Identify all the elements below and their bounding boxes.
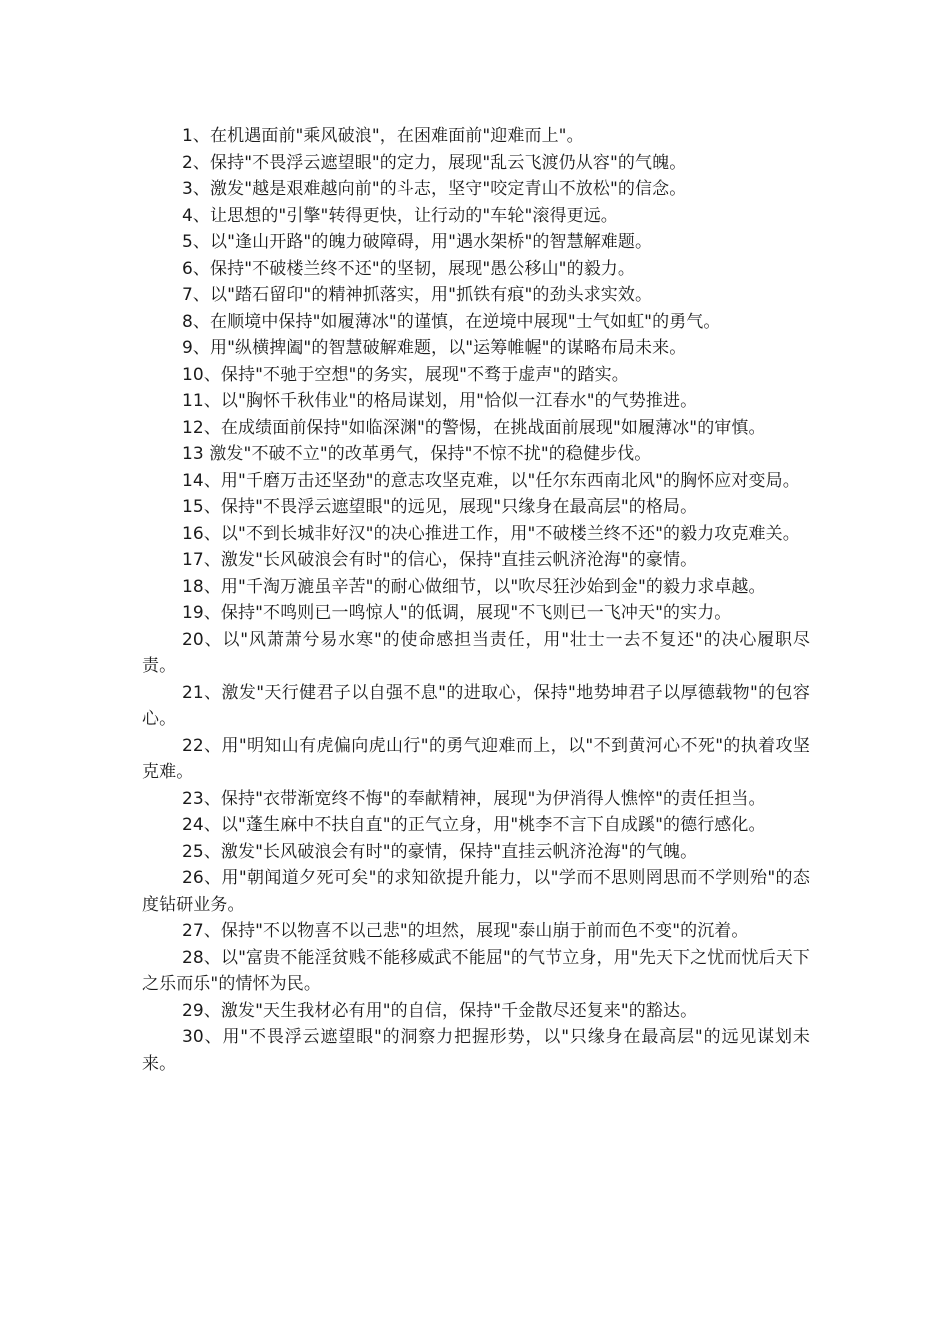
paragraph-23: 23、保持"衣带渐宽终不悔"的奉献精神，展现"为伊消得人憔悴"的责任担当。 [182, 788, 766, 809]
paragraph-15: 15、保持"不畏浮云遮望眼"的远见，展现"只缘身在最高层"的格局。 [182, 497, 698, 517]
paragraph-11: 11、以"胸怀千秋伟业"的格局谋划，用"恰似一江春水"的气势推进。 [182, 391, 698, 411]
paragraph-30: 30、用"不畏浮云遮望眼"的洞察力把握形势，以"只缘身在最高层"的远见谋划未来。 [142, 1027, 810, 1074]
paragraph-20: 20、以"风萧萧兮易水寒"的使命感担当责任，用"壮士一去不复还"的决心履职尽责。 [142, 629, 810, 676]
paragraph-22: 22、用"明知山有虎偏向虎山行"的勇气迎难而上，以"不到黄河心不死"的执着攻坚克难。 [142, 735, 810, 782]
paragraph-18: 18、用"千淘万漉虽辛苦"的耐心做细节，以"吹尽狂沙始到金"的毅力求卓越。 [182, 576, 766, 597]
paragraph-9: 9、用"纵横捭阖"的智慧破解难题，以"运筹帷幄"的谋略布局未来。 [182, 338, 687, 358]
paragraph-4: 4、让思想的"引擎"转得更快，让行动的"车轮"滚得更远。 [182, 205, 618, 226]
paragraph-26: 26、用"朝闻道夕死可矣"的求知欲提升能力，以"学而不思则罔思而不学则殆"的态度钻研业务。 [142, 868, 810, 915]
paragraph-10: 10、保持"不驰于空想"的务实，展现"不骛于虚声"的踏实。 [182, 364, 629, 385]
paragraph-2: 2、保持"不畏浮云遮望眼"的定力，展现"乱云飞渡仍从容"的气魄。 [182, 152, 687, 173]
paragraph-17: 17、激发"长风破浪会有时"的信心，保持"直挂云帆济沧海"的豪情。 [182, 550, 698, 570]
paragraph-7: 7、以"踏石留印"的精神抓落实，用"抓铁有痕"的劲头求实效。 [182, 285, 653, 305]
paragraph-3: 3、激发"越是艰难越向前"的斗志，坚守"咬定青山不放松"的信念。 [182, 179, 687, 199]
paragraph-25: 25、激发"长风破浪会有时"的豪情，保持"直挂云帆济沧海"的气魄。 [182, 841, 698, 862]
document-body [142, 123, 810, 1077]
paragraph-27: 27、保持"不以物喜不以己悲"的坦然，展现"泰山崩于前而色不变"的沉着。 [182, 921, 749, 941]
paragraph-28: 28、以"富贵不能淫贫贱不能移威武不能屈"的气节立身，用"先天下之忧而忧后天下之乐而乐"的情怀为民。 [142, 947, 810, 994]
paragraph-21: 21、激发"天行健君子以自强不息"的进取心，保持"地势坤君子以厚德载物"的包容心。 [142, 682, 810, 729]
paragraph-19: 19、保持"不鸣则已一鸣惊人"的低调，展现"不飞则已一飞冲天"的实力。 [182, 603, 732, 623]
paragraph-12: 12、在成绩面前保持"如临深渊"的警惕，在挑战面前展现"如履薄冰"的审慎。 [182, 417, 766, 438]
paragraph-16: 16、以"不到长城非好汉"的决心推进工作，用"不破楼兰终不还"的毅力攻克难关。 [182, 523, 800, 544]
paragraph-24: 24、以"蓬生麻中不扶自直"的正气立身，用"桃李不言下自成蹊"的德行感化。 [182, 815, 766, 835]
paragraph-29: 29、激发"天生我材必有用"的自信，保持"千金散尽还复来"的豁达。 [182, 1000, 698, 1021]
paragraph-13: 13 激发"不破不立"的改革勇气，保持"不惊不扰"的稳健步伐。 [182, 444, 652, 464]
paragraph-6: 6、保持"不破楼兰终不还"的坚韧，展现"愚公移山"的毅力。 [182, 258, 635, 279]
paragraph-14: 14、用"千磨万击还坚劲"的意志攻坚克难，以"任尔东西南北风"的胸怀应对变局。 [182, 470, 800, 491]
paragraph-5: 5、以"逢山开路"的魄力破障碍，用"遇水架桥"的智慧解难题。 [182, 232, 653, 252]
paragraph-8: 8、在顺境中保持"如履薄冰"的谨慎，在逆境中展现"士气如虹"的勇气。 [182, 311, 721, 332]
paragraph-1: 1、在机遇面前"乘风破浪"，在困难面前"迎难而上"。 [182, 126, 584, 146]
